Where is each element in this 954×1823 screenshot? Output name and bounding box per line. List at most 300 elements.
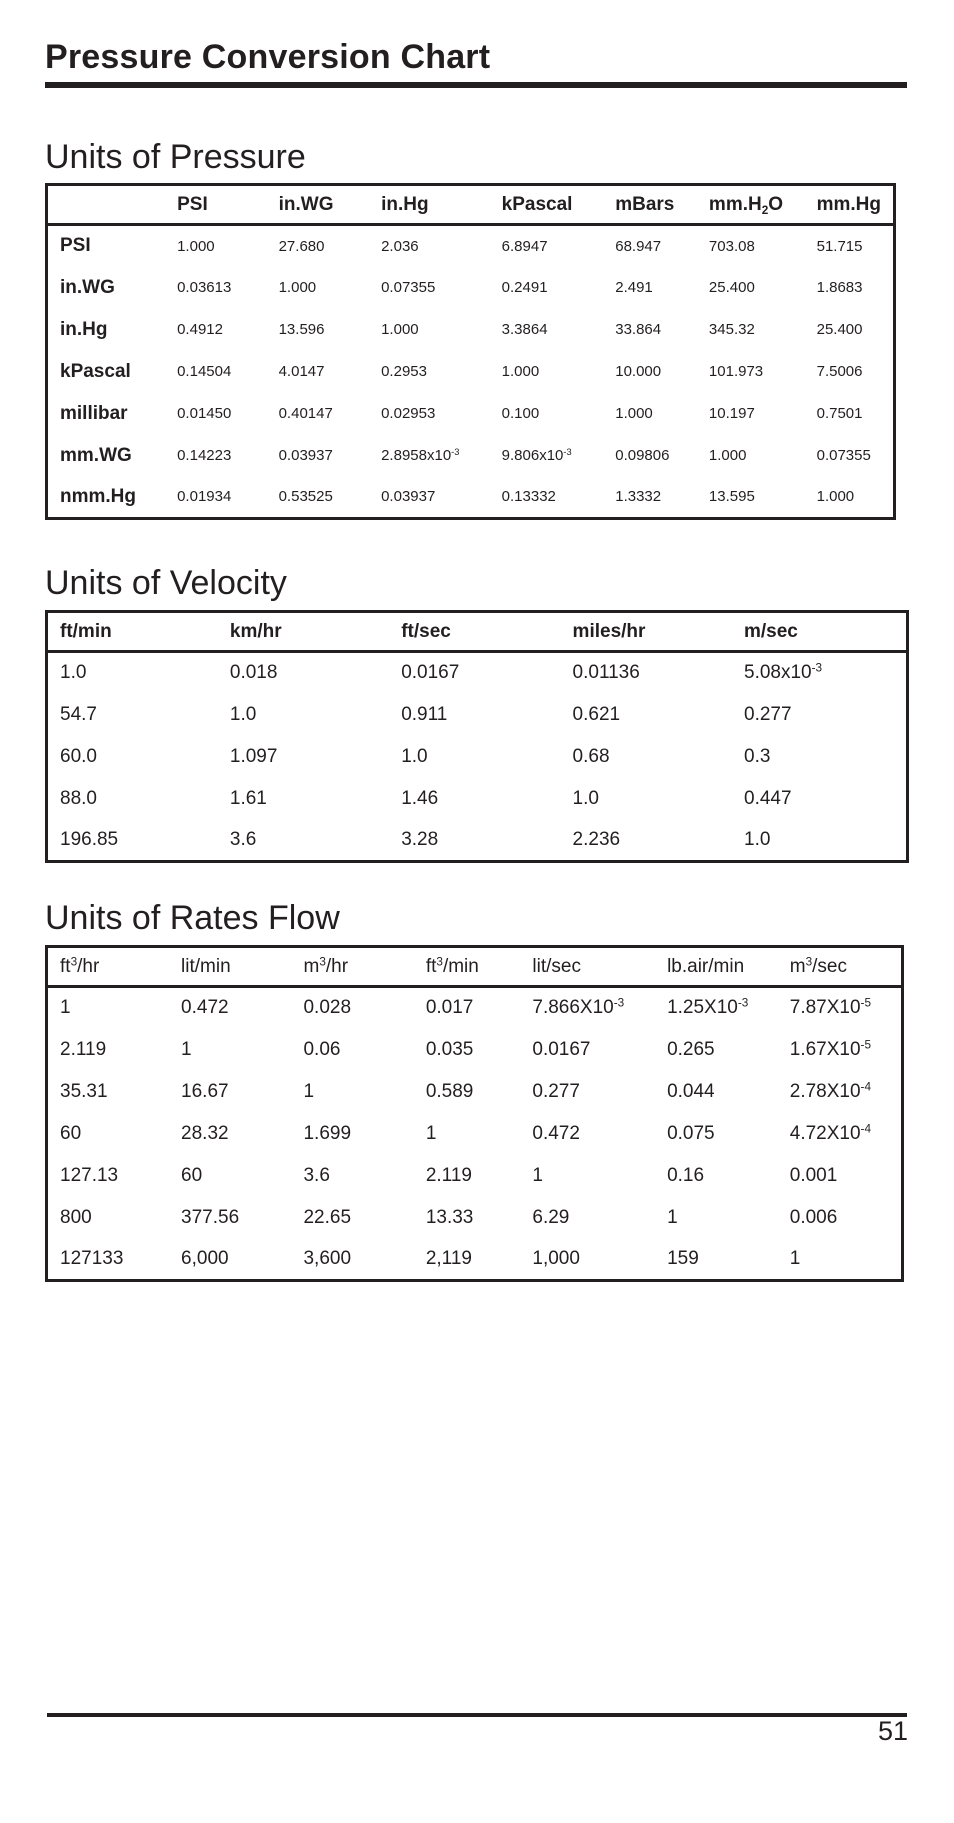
cell-text: 2,119 [425,1247,472,1269]
cell-text: 25.400 [816,321,863,338]
cell-text: lb.air/min [667,955,745,977]
table-cell [169,1071,291,1113]
cell-text: 0.3 [744,745,771,767]
column-header [697,185,805,225]
column-header [267,185,370,225]
cell-text: 7.87X10 [789,997,861,1019]
table-row [47,778,908,820]
cell-text: 1 [303,1080,315,1102]
cell-text: PSI [177,193,208,215]
column-header [47,185,166,225]
cell-text: 1.46 [401,787,439,809]
table-cell [414,1155,521,1197]
table-cell [369,309,490,351]
table-cell [218,820,389,862]
table-row [47,652,908,694]
table-cell [732,694,908,736]
table-cell [369,435,490,477]
velocity-table-body [47,652,908,862]
cell-text: 2.491 [615,279,653,296]
superscript: -4 [860,1122,872,1136]
cell-text-tail: /min [442,955,479,977]
column-header [369,185,490,225]
cell-text: 0.075 [667,1122,715,1144]
cell-text: 1.3332 [615,488,662,506]
table-cell [267,225,370,267]
table-cell [47,1113,170,1155]
table-cell [291,1155,413,1197]
cell-text: 2.8958x10 [381,447,452,464]
table-cell [414,1239,521,1281]
table-cell [47,987,170,1029]
cell-text: 1,000 [532,1247,580,1269]
table-cell [603,225,697,267]
table-cell [697,225,805,267]
column-header [291,947,413,987]
cell-text: km/hr [229,620,282,642]
table-cell [778,1113,903,1155]
cell-text: 0.53525 [278,488,333,506]
table-cell [655,1071,778,1113]
cell-text: 0.09806 [615,447,670,464]
cell-text: 3.28 [401,828,439,850]
table-cell [520,987,655,1029]
column-header [47,612,218,652]
table-cell [218,736,389,778]
cell-text: 0.044 [667,1080,715,1102]
table-cell [697,267,805,309]
cell-text: 1 [181,1038,192,1060]
table-cell [165,393,267,435]
cell-text: 1.0 [60,662,87,684]
cell-text: 35.31 [60,1080,108,1102]
table-cell [603,351,697,393]
cell-text: 1.25X10 [667,997,738,1019]
cell-text: 4.72X10 [789,1122,861,1144]
table-cell [805,351,895,393]
cell-text: 6.8947 [501,237,548,255]
cell-text: 1.000 [615,405,653,422]
cell-text: 1.67X10 [789,1038,861,1060]
table-cell [561,694,732,736]
cell-text: mm.H [708,193,762,215]
cell-text: 127133 [60,1247,124,1269]
cell-text: 1 [425,1122,437,1144]
cell-text: 0.017 [425,997,474,1019]
column-header [165,185,267,225]
table-cell [732,736,908,778]
table-cell [414,1071,521,1113]
table-cell [389,652,560,694]
cell-text: 1.0 [744,828,771,850]
table-cell [165,477,267,519]
table-cell [805,267,895,309]
cell-text: 33.864 [615,321,662,338]
table-row [47,736,908,778]
table-cell [165,309,267,351]
table-row [47,694,908,736]
table-cell [603,309,697,351]
cell-text: 1.000 [501,363,540,380]
table-cell [267,351,370,393]
cell-text: 0.447 [744,787,792,809]
cell-text: 0.16 [667,1164,705,1186]
cell-text: 0.06 [303,1038,341,1060]
table-cell [520,1239,655,1281]
cell-text: 4.0147 [278,363,325,380]
table-cell [369,477,490,519]
cell-text: 16.67 [181,1080,229,1102]
table-cell [47,694,218,736]
flow-table-body [47,987,903,1281]
cell-text: 60.0 [60,745,97,767]
cell-text: 0.621 [572,703,621,725]
table-row [47,1029,903,1071]
superscript: 3 [70,955,78,969]
cell-text: 1 [667,1206,678,1228]
table-cell [414,1029,521,1071]
table-cell [218,694,389,736]
table-cell [561,652,732,694]
cell-text: millibar [60,402,128,424]
table-cell [267,477,370,519]
cell-text-tail: /hr [325,955,349,977]
cell-text: 0.40147 [278,405,333,422]
column-header [520,947,655,987]
table-cell [47,1197,170,1239]
cell-text: 0.0167 [401,662,460,684]
cell-text: 800 [60,1206,92,1228]
cell-text: m/sec [744,620,798,642]
row-header [47,309,166,351]
cell-text: 2.119 [60,1038,107,1060]
cell-text-tail: /sec [812,955,847,977]
cell-text-tail: O [768,193,784,215]
table-cell [369,351,490,393]
superscript: -3 [563,446,572,457]
table-cell [291,1197,413,1239]
table-cell [267,309,370,351]
table-cell [732,820,908,862]
table-cell [389,694,560,736]
table-cell [47,820,218,862]
cell-text: 1.0 [229,703,257,725]
cell-text: 159 [667,1247,699,1269]
table-cell [165,225,267,267]
cell-text: 7.5006 [816,363,863,380]
cell-text: 0.472 [181,997,229,1019]
cell-text: 88.0 [60,787,97,809]
header-row [47,185,895,225]
cell-text: 0.01934 [177,488,232,506]
table-cell [655,1197,778,1239]
table-cell [490,393,604,435]
table-row [47,820,908,862]
column-header [169,947,291,987]
cell-text: ft [425,955,437,977]
cell-text: 3.6 [229,828,257,850]
table-cell [169,1239,291,1281]
velocity-heading: Units of Velocity [45,564,287,602]
cell-text: 60 [60,1122,82,1144]
table-cell [732,778,908,820]
cell-text: 3.3864 [501,321,548,338]
table-cell [47,1071,170,1113]
table-cell [520,1197,655,1239]
table-cell [655,1113,778,1155]
table-cell [490,267,604,309]
cell-text: 9.806x10 [501,447,564,464]
cell-text: 1.000 [708,447,747,464]
cell-text: 13.33 [425,1206,474,1228]
table-cell [603,435,697,477]
table-cell [165,435,267,477]
cell-text: 345.32 [708,321,755,338]
table-cell [169,1029,291,1071]
cell-text: miles/hr [572,620,646,642]
cell-text: 0.100 [501,405,540,422]
table-row [47,987,903,1029]
cell-text: 2.78X10 [789,1080,861,1102]
cell-text-tail: /hr [77,955,100,977]
velocity-table [45,610,909,863]
cell-text: 27.680 [278,237,325,255]
table-cell [414,987,521,1029]
velocity-table-header [47,612,908,652]
cell-text: 2.119 [425,1164,472,1186]
table-cell [169,1113,291,1155]
cell-text: 1.0 [401,745,428,767]
cell-text: 1 [789,1247,801,1269]
superscript: -3 [613,996,625,1010]
column-header [47,947,170,987]
flow-table-header [47,947,903,987]
cell-text: 28.32 [181,1122,229,1144]
table-cell [805,477,895,519]
table-cell [490,225,604,267]
cell-text: 703.08 [708,237,755,255]
cell-text: 196.85 [60,828,119,850]
table-cell [778,1155,903,1197]
table-cell [218,778,389,820]
cell-text: 1 [60,997,71,1019]
cell-text: in.Hg [60,318,108,340]
cell-text: 3.6 [303,1164,330,1186]
cell-text: in.Hg [381,193,429,215]
table-cell [520,1071,655,1113]
cell-text: 0.472 [532,1122,580,1144]
table-cell [47,1239,170,1281]
superscript: -3 [451,446,460,457]
cell-text: 0.001 [789,1164,838,1186]
table-cell [291,1071,413,1113]
cell-text: 0.68 [572,745,610,767]
column-header [655,947,778,987]
cell-text: 0.14223 [177,447,232,464]
cell-text: 6.29 [532,1206,570,1228]
row-header [47,351,166,393]
cell-text: 1.8683 [816,279,863,296]
cell-text: 7.866X10 [532,997,614,1019]
column-header [490,185,604,225]
cell-text: 0.13332 [501,488,556,506]
table-cell [805,393,895,435]
table-cell [267,393,370,435]
table-cell [47,1029,170,1071]
table-cell [47,778,218,820]
table-cell [165,267,267,309]
table-row [47,393,895,435]
cell-text: 13.596 [278,321,325,338]
cell-text: ft/min [60,620,112,642]
footer-rule [47,1713,907,1717]
cell-text: 0.028 [303,997,352,1019]
cell-text: 1.000 [177,237,215,255]
table-cell [603,267,697,309]
cell-text: 0.02953 [381,405,436,422]
cell-text: 0.01450 [177,405,232,422]
superscript: 3 [319,955,326,969]
table-cell [778,987,903,1029]
cell-text: mm.WG [60,444,132,466]
table-cell [414,1197,521,1239]
cell-text: 0.018 [229,662,278,684]
cell-text: PSI [60,235,91,257]
table-row [47,225,895,267]
table-cell [697,435,805,477]
pressure-table [45,183,896,520]
superscript: -4 [860,1080,872,1094]
cell-text: 0.03613 [177,279,232,296]
table-cell [47,736,218,778]
table-cell [603,393,697,435]
cell-text: 0.277 [744,703,792,725]
cell-text: mm.Hg [816,193,882,215]
row-header [47,435,166,477]
column-header [414,947,521,987]
table-cell [169,1197,291,1239]
table-row [47,1197,903,1239]
table-row [47,477,895,519]
table-row [47,435,895,477]
table-cell [603,477,697,519]
table-cell [490,309,604,351]
cell-text: 0.589 [425,1080,474,1102]
cell-text: 0.03937 [381,488,436,506]
table-row [47,1113,903,1155]
cell-text: 1.000 [816,488,855,506]
column-header [218,612,389,652]
table-cell [520,1029,655,1071]
table-cell [561,778,732,820]
cell-text: lit/min [181,955,231,977]
table-cell [490,351,604,393]
cell-text: 101.973 [708,363,764,380]
table-cell [267,435,370,477]
table-cell [732,652,908,694]
cell-text: 2.036 [381,237,419,255]
cell-text: ft/sec [401,620,451,642]
table-cell [389,736,560,778]
flow-heading: Units of Rates Flow [45,899,340,937]
cell-text: 0.0167 [532,1038,591,1060]
cell-text: 0.07355 [381,279,436,296]
cell-text: 377.56 [181,1206,240,1228]
cell-text: 13.595 [708,488,755,506]
cell-text: 0.03937 [278,447,333,464]
column-header [603,185,697,225]
cell-text: 54.7 [60,703,97,725]
table-cell [218,652,389,694]
table-cell [291,1113,413,1155]
table-cell [267,267,370,309]
table-cell [490,435,604,477]
header-row [47,947,903,987]
table-cell [414,1113,521,1155]
table-cell [47,652,218,694]
cell-text: m [303,955,320,977]
cell-text: 6,000 [181,1247,229,1269]
table-cell [655,987,778,1029]
cell-text: 1.000 [381,321,419,338]
row-header [47,267,166,309]
cell-text: 25.400 [708,279,755,296]
table-cell [778,1029,903,1071]
table-cell [697,351,805,393]
table-cell [291,1239,413,1281]
cell-text: ft [60,955,71,977]
page-number: 51 [877,1716,908,1746]
table-cell [778,1197,903,1239]
superscript: 3 [805,955,813,969]
table-cell [655,1155,778,1197]
cell-text: in.WG [278,193,334,215]
cell-text: 10.197 [708,405,755,422]
table-cell [697,309,805,351]
table-cell [561,736,732,778]
cell-text: 0.035 [425,1038,474,1060]
superscript: -3 [811,661,823,675]
table-cell [490,477,604,519]
cell-text: 1.000 [278,279,317,296]
table-cell [291,987,413,1029]
table-cell [697,393,805,435]
cell-text: 0.2953 [381,363,427,380]
cell-text: 0.911 [401,703,448,725]
table-cell [169,1155,291,1197]
cell-text: 68.947 [615,237,662,255]
cell-text: 127.13 [60,1164,119,1186]
row-header [47,477,166,519]
cell-text: 22.65 [303,1206,352,1228]
table-row [47,267,895,309]
flow-table [45,945,904,1282]
cell-text: 0.4912 [177,321,223,338]
table-row [47,1239,903,1281]
cell-text: 0.006 [789,1206,838,1228]
table-cell [47,1155,170,1197]
cell-text: lit/sec [532,955,581,977]
cell-text: 0.265 [667,1038,715,1060]
cell-text: kPascal [501,193,573,215]
cell-text: 1.097 [229,745,278,767]
table-cell [778,1239,903,1281]
table-row [47,1071,903,1113]
cell-text: 0.7501 [816,405,863,422]
table-row [47,309,895,351]
superscript: -3 [737,996,749,1010]
table-cell [697,477,805,519]
